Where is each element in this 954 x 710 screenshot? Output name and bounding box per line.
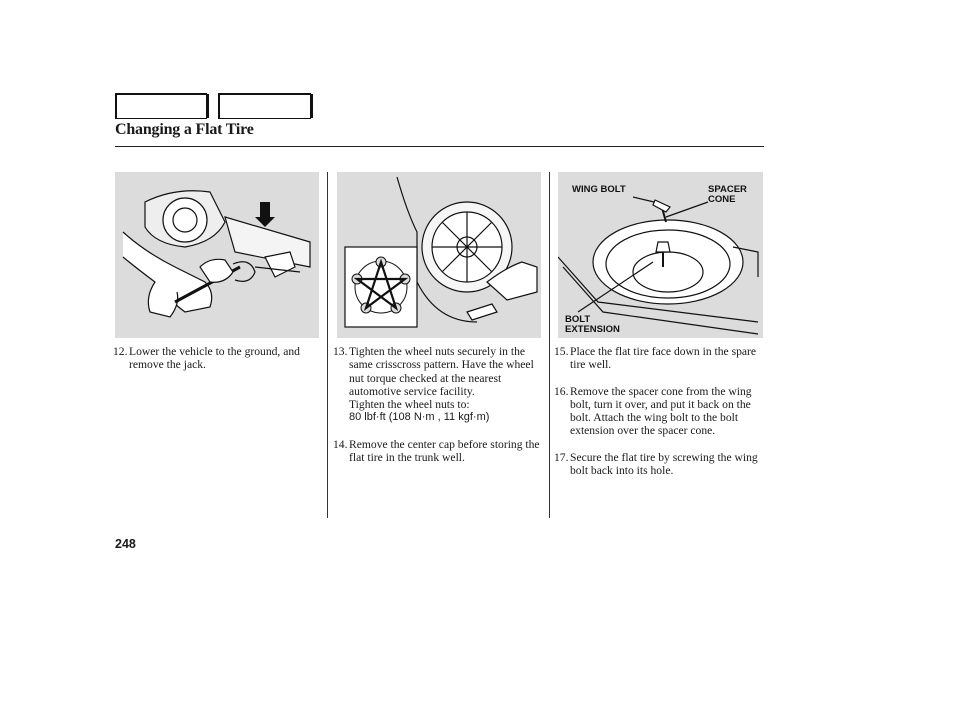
steps-column-2 xyxy=(333,345,543,477)
title-divider xyxy=(115,146,764,147)
steps-column-3 xyxy=(554,345,764,490)
step-text: Remove the spacer cone from the wing bolt, turn it over, and put it back on the bolt. Attach the wing bolt to the bolt extension over the spacer cone. xyxy=(570,384,752,438)
step-number: 13. xyxy=(333,345,348,358)
torque-intro: Tighten the wheel nuts to: xyxy=(349,398,470,412)
spacer-cone-callout-line2: CONE xyxy=(708,194,736,205)
step-number: 16. xyxy=(554,384,569,398)
column-divider-2 xyxy=(549,172,550,518)
spacer-cone-callout xyxy=(708,185,747,205)
header-tab-box-left xyxy=(115,93,207,119)
column-divider-1 xyxy=(327,172,328,518)
lower-vehicle-drawing xyxy=(115,172,319,338)
spare-tire-well-illustration xyxy=(558,172,763,338)
bolt-extension-callout-line1: BOLT xyxy=(565,314,591,325)
step-text: Lower the vehicle to the ground, and remove the jack. xyxy=(129,345,300,372)
step-number: 14. xyxy=(333,437,348,451)
header-tab-box-right xyxy=(218,93,311,119)
step-text: Remove the center cap before storing the flat tire in the trunk well. xyxy=(349,437,540,465)
step-14 xyxy=(333,438,543,465)
step-17 xyxy=(554,451,764,478)
step-15 xyxy=(554,345,764,372)
wing-bolt-callout: WING BOLT xyxy=(572,184,626,195)
step-number: 17. xyxy=(554,450,569,464)
bolt-extension-callout-line2: EXTENSION xyxy=(565,324,620,335)
step-text: Place the flat tire face down in the spare tire well. xyxy=(570,345,757,372)
lower-vehicle-illustration xyxy=(115,172,319,338)
step-text: Tighten the wheel nuts securely in the same crisscross pattern. Have the wheel nut torque checked at the nearest automotive service facility. xyxy=(349,345,534,398)
torque-value: 80 lbf·ft (108 N·m , 11 kgf·m) xyxy=(349,411,490,424)
step-number: 15. xyxy=(554,345,569,358)
tighten-wheel-nuts-drawing xyxy=(337,172,541,338)
tighten-wheel-nuts-illustration xyxy=(337,172,541,338)
step-12 xyxy=(113,345,319,372)
spacer-cone-callout-line1: SPACER xyxy=(708,184,747,195)
bolt-extension-callout xyxy=(565,315,620,335)
page-title: Changing a Flat Tire xyxy=(115,121,254,138)
step-13 xyxy=(333,345,543,425)
steps-column-1 xyxy=(113,345,319,385)
step-16 xyxy=(554,385,764,438)
step-text: Secure the flat tire by screwing the wing bolt back into its hole. xyxy=(570,450,758,478)
page-number: 248 xyxy=(115,537,136,551)
step-number: 12. xyxy=(113,345,128,358)
